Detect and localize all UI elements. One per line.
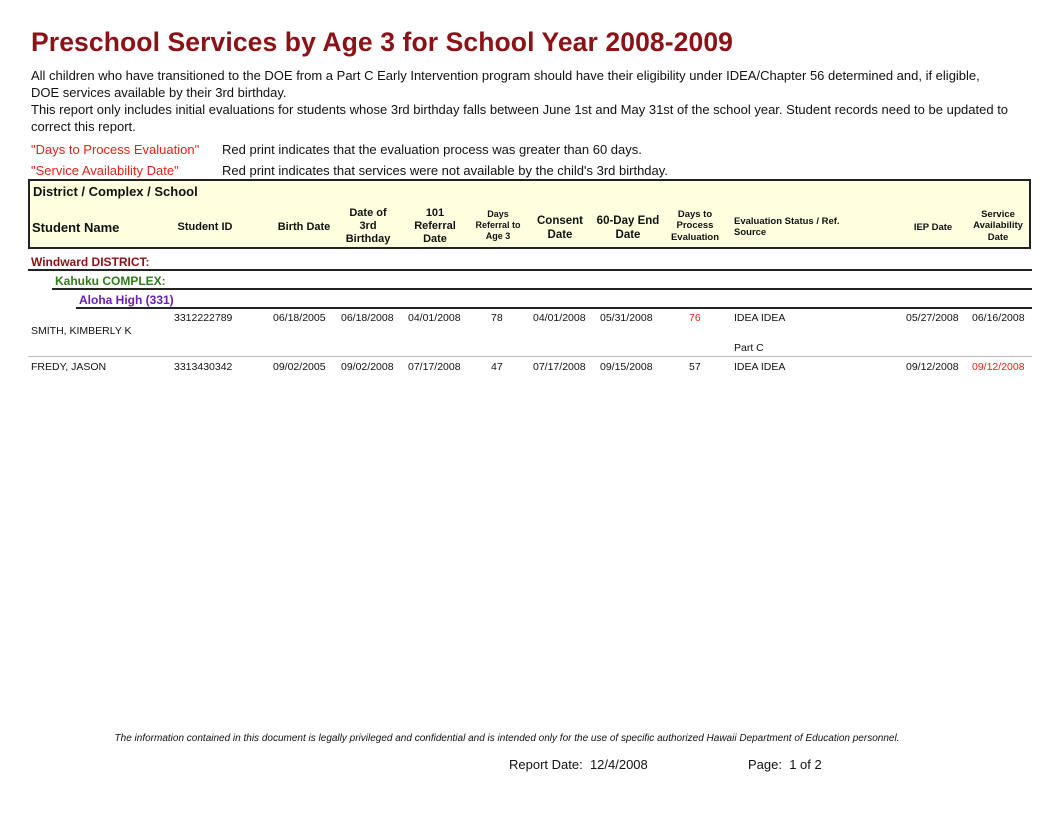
ref-source: Part C (734, 342, 764, 354)
student-id: 3313430342 (174, 361, 233, 373)
table-header (28, 179, 1031, 249)
legend-row (31, 160, 668, 181)
report-intro (31, 67, 1011, 135)
eval-status: IDEA IDEA (734, 361, 786, 373)
consent-date: 07/17/2008 (533, 361, 586, 373)
legend-key: "Days to Process Evaluation" (31, 142, 200, 157)
col-eval-status: Evaluation Status / Ref. Source (734, 216, 840, 239)
col-consent-date: Consent Date (537, 215, 583, 241)
col-service-availability-date: Service Availability Date (973, 209, 1023, 243)
consent-date: 04/01/2008 (533, 312, 586, 324)
days-to-process: 57 (689, 361, 701, 373)
date-3rd-birthday: 09/02/2008 (341, 361, 394, 373)
col-60day-end-date: 60-Day End Date (596, 215, 660, 241)
legend (31, 139, 668, 181)
legend-desc: Red print indicates that services were not available by the child's 3rd birthday. (222, 163, 668, 178)
col-days-referral-to-age3: Days Referral to Age 3 (475, 209, 521, 241)
iep-date: 05/27/2008 (906, 312, 959, 324)
report-title: Preschool Services by Age 3 for School Year 2008-2009 (31, 27, 734, 57)
referral-101-date: 04/01/2008 (408, 312, 461, 324)
col-student-name: Student Name (32, 220, 120, 235)
page-value: 1 of 2 (789, 757, 822, 772)
referral-101-date: 07/17/2008 (408, 361, 461, 373)
iep-date: 09/12/2008 (906, 361, 959, 373)
page-label: Page: (748, 757, 782, 772)
page-indicator (748, 757, 822, 772)
group-header: District / Complex / School (33, 184, 198, 199)
legend-row (31, 139, 668, 160)
col-iep-date: IEP Date (913, 222, 953, 233)
days-referral-to-age3: 78 (491, 312, 503, 324)
end-date-60day: 09/15/2008 (600, 361, 653, 373)
school-label: Aloha High (331) (79, 293, 174, 307)
student-name: FREDY, JASON (31, 361, 107, 373)
complex-label: Kahuku COMPLEX: (55, 274, 166, 288)
complex-divider (52, 288, 1032, 290)
birth-date: 06/18/2005 (273, 312, 326, 324)
days-to-process: 76 (689, 312, 701, 324)
end-date-60day: 05/31/2008 (600, 312, 653, 324)
school-divider (76, 307, 1032, 309)
intro-paragraph: This report only includes initial evaluations for students whose 3rd birthday falls between June 1st and May 31st of the school year. Student records need to be updated to correct this report. (31, 102, 1009, 134)
student-name: SMITH, KIMBERLY K (31, 325, 132, 337)
report-date-label: Report Date: (509, 757, 583, 772)
intro-paragraph: All children who have transitioned to the DOE from a Part C Early Intervention program should have their eligibility under IDEA/Chapter 56 determined and, if eligible, DOE services available by their 3rd birthday. (31, 68, 980, 100)
col-101-referral-date: 101 Referral Date (414, 207, 456, 246)
days-referral-to-age3: 47 (491, 361, 503, 373)
col-birth-date: Birth Date (277, 221, 331, 233)
col-days-to-process: Days to Process Evaluation (670, 209, 720, 243)
confidentiality-notice: The information contained in this document is legally privileged and confidential and is intended only for the use of specific authorized Hawaii Department of Education personnel. (114, 733, 900, 744)
date-3rd-birthday: 06/18/2008 (341, 312, 394, 324)
student-id: 3312222789 (174, 312, 233, 324)
service-availability-date: 09/12/2008 (972, 361, 1025, 373)
row-divider (28, 356, 1032, 357)
eval-status: IDEA IDEA (734, 312, 786, 324)
report-date (509, 757, 648, 772)
legend-desc: Red print indicates that the evaluation process was greater than 60 days. (222, 142, 642, 157)
col-date-3rd-birthday: Date of 3rd Birthday (345, 207, 391, 246)
legend-key: "Service Availability Date" (31, 163, 179, 178)
district-divider (28, 269, 1032, 271)
report-date-value: 12/4/2008 (589, 757, 648, 772)
col-student-id: Student ID (177, 221, 233, 233)
birth-date: 09/02/2005 (273, 361, 326, 373)
service-availability-date: 06/16/2008 (972, 312, 1025, 324)
district-label: Windward DISTRICT: (31, 255, 150, 269)
